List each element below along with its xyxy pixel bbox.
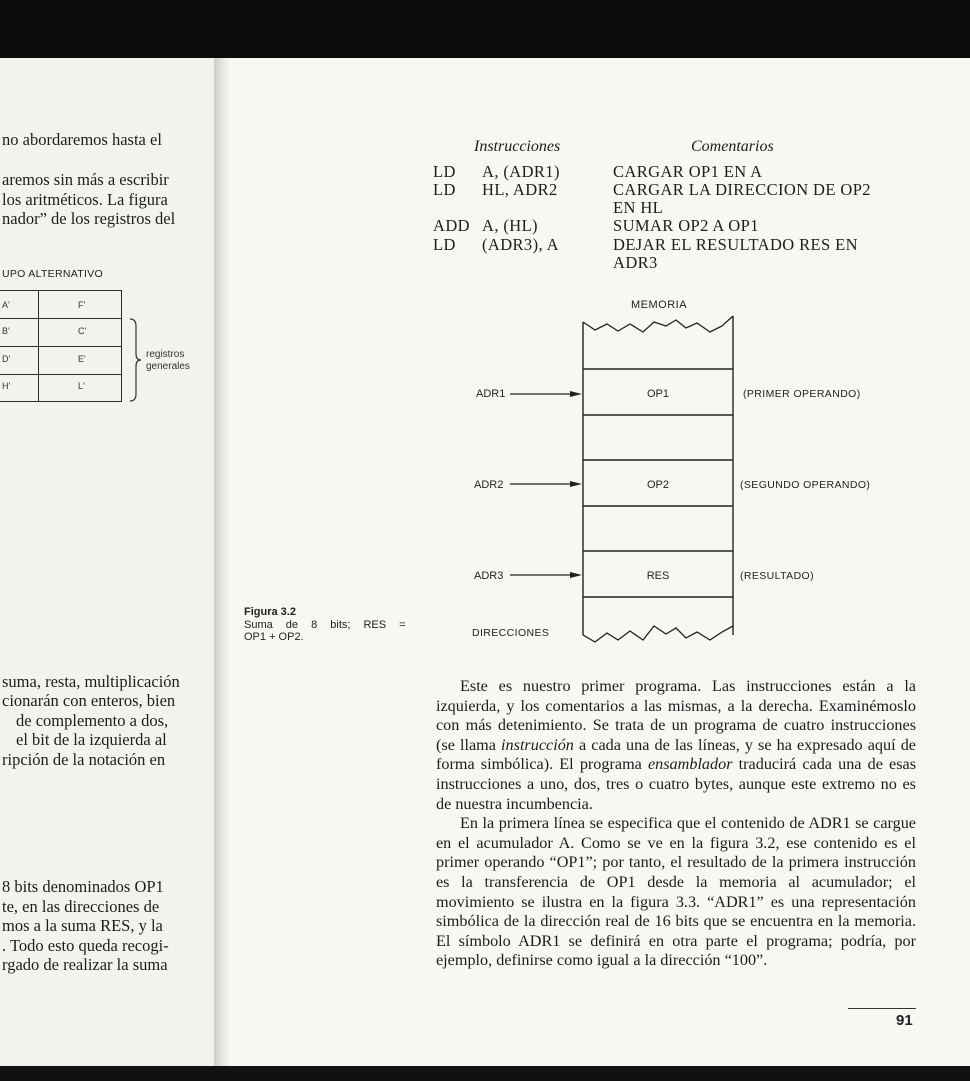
instruction-comment: CARGAR LA DIRECCION DE OP2: [613, 180, 871, 199]
left-text-line: cionarán con enteros, bien: [2, 691, 176, 710]
register-cell: D': [2, 354, 11, 364]
text-run: a cada una de las líneas, y se ha expresado aquí de forma simbólica). El programa: [436, 735, 916, 774]
instruction-opcode: ADD: [433, 216, 470, 235]
instruction-operands: HL, ADR2: [482, 180, 558, 199]
memory-cell-op1: OP1: [646, 388, 670, 400]
body-paragraph-1: [436, 677, 916, 814]
instruction-comment: ADR3: [613, 253, 658, 272]
italic-term: ensamblador: [647, 755, 733, 774]
register-cell: C': [78, 326, 87, 336]
register-cell: H': [2, 381, 11, 391]
instruction-operands: A, (HL): [482, 216, 538, 235]
memory-cell-res: RES: [646, 570, 670, 582]
page-number: 91: [896, 1012, 913, 1029]
book-gutter: [214, 58, 230, 1066]
address-label-adr2: ADR2: [474, 479, 504, 491]
address-label-adr1: ADR1: [476, 388, 506, 400]
register-cell: F': [78, 300, 86, 310]
register-cell: A': [2, 300, 10, 310]
memory-bottom-break: [583, 626, 733, 642]
arrow-adr2: [570, 481, 582, 487]
instruction-operands: A, (ADR1): [482, 162, 560, 181]
instruction-opcode: LD: [433, 162, 456, 181]
left-text-line: aremos sin más a escribir: [2, 170, 169, 189]
alternate-register-table: [0, 290, 122, 402]
register-cell: B': [2, 326, 10, 336]
alternate-group-label: UPO ALTERNATIVO: [2, 268, 103, 280]
memory-top-break: [583, 316, 733, 332]
arrow-adr1: [570, 391, 582, 397]
body-paragraph-2: En la primera línea se especifica que el contenido de ADR1 se cargue en el acumulador A. Como se ve en la figura 3.2, ese contenido es el primer operando “OP1”; por tanto, el resultado de la primera instrucción es la transferencia de OP1 desde la memoria al acumulador; el movimiento se ilustra en la figura 3.3. “ADR1” es una representación simbólica de la dirección real de 16 bits que se encuentra en la memoria. El símbolo ADR1 se definirá en otra parte el programa; podría, por ejemplo, definirse como igual a la dirección “100”.: [436, 814, 916, 970]
left-text-line: te, en las direcciones de: [2, 897, 160, 916]
instruction-comment: EN HL: [613, 198, 664, 217]
instruction-comment: CARGAR OP1 EN A: [613, 162, 763, 181]
memory-diagram: [460, 290, 880, 650]
left-text-line: el bit de la izquierda al: [16, 730, 167, 749]
left-text-line: nador” de los registros del: [2, 209, 176, 228]
registers-brace: [128, 318, 142, 402]
instructions-header: Instrucciones: [474, 138, 561, 155]
memory-title: MEMORIA: [630, 299, 688, 311]
registers-label: registros: [146, 349, 185, 360]
directions-label: DIRECCIONES: [472, 627, 550, 639]
instruction-opcode: LD: [433, 235, 456, 254]
comments-header: Comentarios: [691, 138, 774, 155]
page-number-rule: [848, 1008, 916, 1009]
register-cell: L': [78, 381, 85, 391]
left-text-line: rgado de realizar la suma: [2, 955, 168, 974]
memory-note-res: (RESULTADO): [740, 570, 815, 582]
bottom-dark-background: [0, 1066, 970, 1081]
figure-caption-line: OP1 + OP2.: [244, 631, 304, 643]
left-text-line: no abordaremos hasta el: [2, 130, 162, 149]
memory-note-op2: (SEGUNDO OPERANDO): [740, 479, 871, 491]
memory-cell-op2: OP2: [646, 479, 670, 491]
arrow-adr3: [570, 572, 582, 578]
left-text-line: suma, resta, multiplicación: [2, 672, 180, 691]
left-text-line: mos a la suma RES, y la: [2, 916, 163, 935]
instruction-comment: SUMAR OP2 A OP1: [613, 216, 759, 235]
memory-note-op1: (PRIMER OPERANDO): [743, 388, 861, 400]
italic-term: instrucción: [501, 735, 574, 754]
figure-caption-line: Suma de 8 bits; RES =: [244, 619, 406, 631]
top-dark-background: [0, 0, 970, 60]
left-text-line: . Todo esto queda recogi-: [2, 936, 169, 955]
text-run: traducirá cada una de esas instrucciones a uno, dos, tres o cuatro bytes, aunque este extremo no es de nuestra incumbencia.: [436, 755, 916, 813]
instruction-operands: (ADR3), A: [482, 235, 559, 254]
instruction-opcode: LD: [433, 180, 456, 199]
body-text: [436, 677, 916, 971]
left-text-line: 8 bits denominados OP1: [2, 877, 164, 896]
text-run: Este es nuestro primer programa. Las instrucciones están a la izquierda, y los comentarios a las mismas, a la derecha. Examinémoslo con más detenimiento. Se trata de un programa de cuatro instrucciones (se llama: [436, 677, 916, 754]
left-text-line: ripción de la notación en: [2, 750, 166, 769]
registers-label: generales: [146, 361, 190, 372]
figure-caption-title: Figura 3.2: [244, 606, 296, 618]
left-text-line: los aritméticos. La figura: [2, 190, 168, 209]
register-cell: E': [78, 354, 86, 364]
left-text-line: de complemento a dos,: [16, 711, 169, 730]
address-label-adr3: ADR3: [474, 570, 504, 582]
instruction-comment: DEJAR EL RESULTADO RES EN: [613, 235, 858, 254]
